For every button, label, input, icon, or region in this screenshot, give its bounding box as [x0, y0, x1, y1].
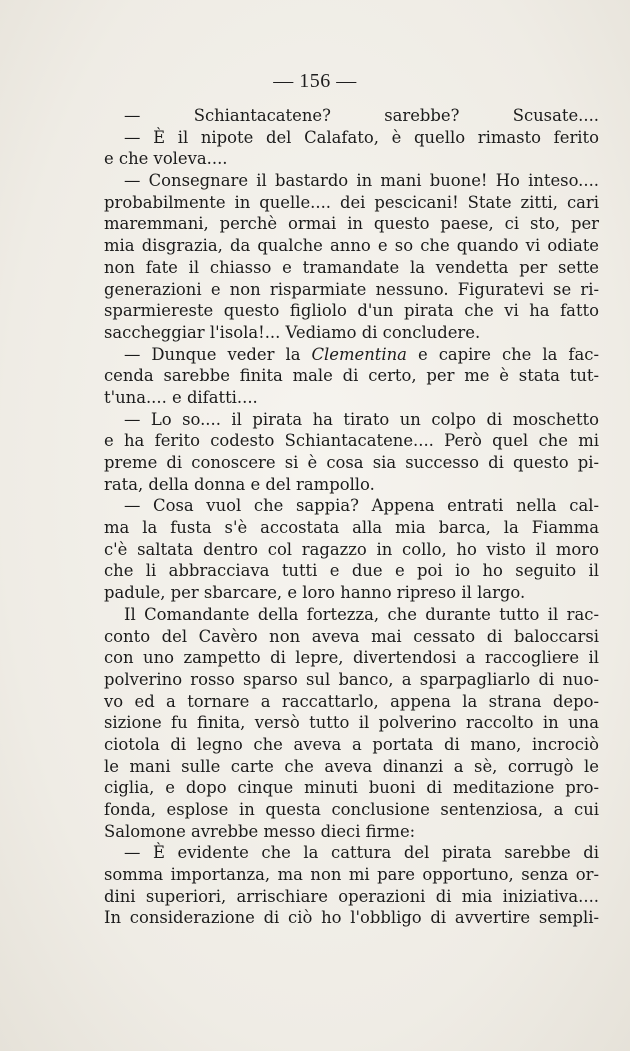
text-line: e ha ferito codesto Schiantacatene.... Però quel che mi — [104, 431, 599, 451]
text-line: sparmiereste questo figliolo d'un pirata che vi ha fatto — [104, 301, 599, 321]
text-line: conto del Cavèro non aveva mai cessato di baloccarsi — [104, 626, 599, 646]
text-line: Salomone avrebbe messo dieci firme: — [104, 821, 416, 841]
text-line: vo ed a tornare a raccattarlo, appena la strana depo- — [104, 691, 599, 711]
text-fragment: — Dunque veder la — [124, 344, 312, 364]
text-fragment: e capire che la fac- — [406, 344, 599, 364]
text-line: ma la fusta s'è accostata alla mia barca, la Fiamma — [104, 518, 599, 538]
text-line: — È il nipote del Calafato, è quello rimasto ferito — [124, 127, 599, 147]
ship-name-italic: Clementina — [311, 344, 407, 364]
text-line — [104, 344, 599, 366]
text-line: sizione fu finita, versò tutto il polverino raccolto in una — [104, 713, 599, 733]
text-line: Il Comandante della fortezza, che durante tutto il rac- — [124, 604, 599, 624]
text-line: saccheggiar l'isola!... Vediamo di concludere. — [104, 322, 481, 342]
text-line: preme di conoscere si è cosa sia successo di questo pi- — [104, 453, 599, 472]
text-line: maremmani, perchè ormai in questo paese, ci sto, per — [104, 214, 599, 234]
text-line: che li abbracciava tutti e due e poi io ho seguito il — [104, 561, 599, 581]
text-line: fonda, esplose in questa conclusione sentenziosa, a cui — [104, 800, 599, 819]
text-line: padule, per sbarcare, e loro hanno ripreso il largo. — [104, 583, 526, 603]
text-line: probabilmente in quelle.... dei pescicani! State zitti, cari — [104, 192, 599, 212]
text-line: In considerazione di ciò ho l'obbligo di avvertire sempli- — [104, 908, 599, 928]
text-line: le mani sulle carte che aveva dinanzi a sè, corrugò le — [104, 756, 599, 776]
page-number: — 156 — — [273, 70, 357, 92]
text-line: — È evidente che la cattura del pirata sarebbe di — [124, 843, 599, 863]
text-line: mia disgrazia, da qualche anno e so che quando vi odiate — [104, 236, 599, 256]
text-line: t'una.... e difatti.... — [104, 387, 258, 407]
text-line: polverino rosso sparso sul banco, a sparpagliarlo di nuo- — [104, 669, 599, 689]
text-line: generazioni e non risparmiate nessuno. Figuratevi se ri- — [104, 279, 599, 299]
text-line: c'è saltata dentro col ragazzo in collo, ho visto il moro — [104, 539, 599, 559]
text-line: non fate il chiasso e tramandate la vendetta per sette — [104, 257, 599, 277]
text-line: — Lo so.... il pirata ha tirato un colpo di moschetto — [124, 409, 599, 429]
text-line: ciotola di legno che aveva a portata di mano, incrociò — [104, 734, 599, 754]
text-line: e che voleva.... — [104, 149, 228, 169]
text-line: cenda sarebbe finita male di certo, per me è stata tut- — [104, 366, 599, 386]
text-line: rata, della donna e del rampollo. — [104, 474, 375, 494]
body-text — [104, 105, 599, 929]
text-line: con uno zampetto di lepre, divertendosi a raccogliere il — [104, 648, 599, 668]
text-line: — Schiantacatene? sarebbe? Scusate.... — [124, 106, 599, 125]
text-line: — Cosa vuol che sappia? Appena entrati nella cal- — [124, 496, 599, 516]
text-line: somma importanza, ma non mi pare opportuno, senza or- — [104, 865, 599, 885]
text-line: dini superiori, arrischiare operazioni di mia iniziativa.... — [104, 886, 599, 906]
text-line: ciglia, e dopo cinque minuti buoni di meditazione pro- — [104, 778, 599, 798]
text-line: — Consegnare il bastardo in mani buone! Ho inteso.... — [124, 171, 599, 191]
